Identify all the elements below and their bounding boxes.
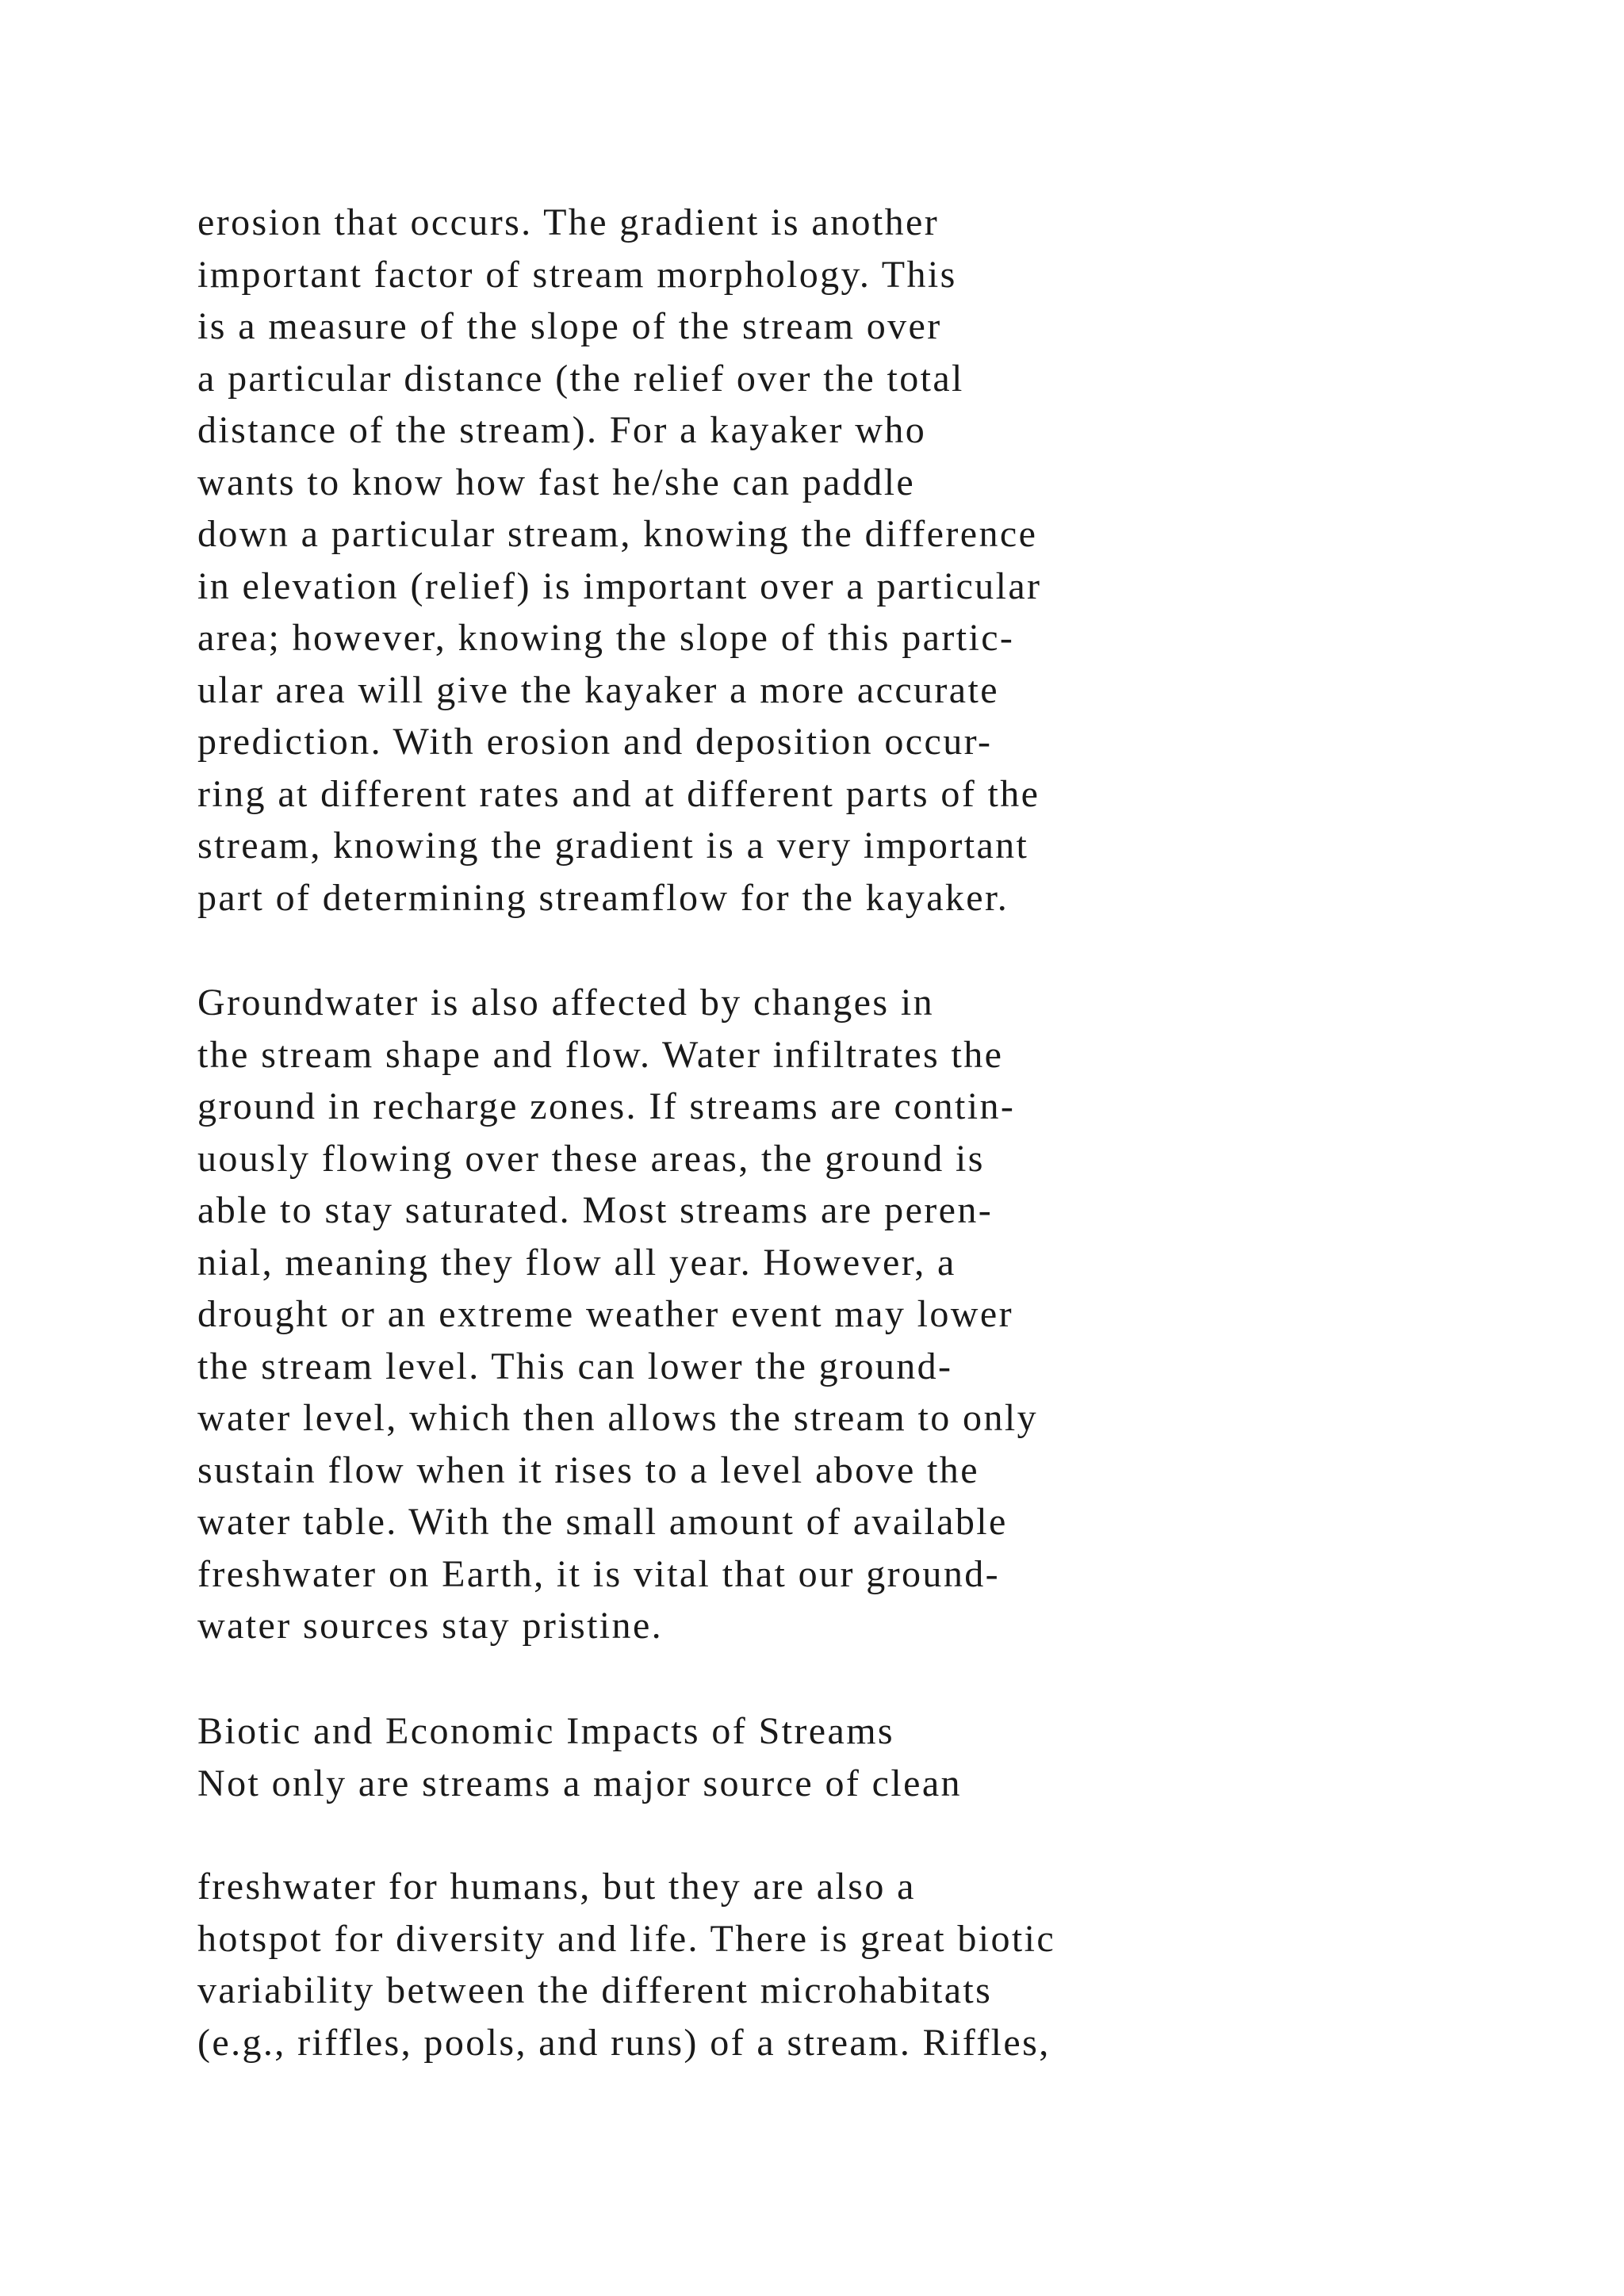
text-line: area; however, knowing the slope of this partic- <box>197 617 1015 659</box>
text-line: water level, which then allows the stream to only <box>197 1397 1038 1439</box>
text-line: hotspot for diversity and life. There is great biotic <box>197 1917 1056 1960</box>
text-line: stream, knowing the gradient is a very important <box>197 825 1029 867</box>
text-line: wants to know how fast he/she can paddle <box>197 461 916 503</box>
text-line: important factor of stream morphology. This <box>197 253 957 296</box>
text-line: able to stay saturated. Most streams are peren- <box>197 1189 994 1231</box>
text-line: freshwater on Earth, it is vital that our ground- <box>197 1552 1001 1595</box>
text-line: ular area will give the kayaker a more accurate <box>197 668 999 711</box>
text-line: the stream level. This can lower the ground- <box>197 1345 953 1387</box>
text-line: distance of the stream). For a kayaker who <box>197 409 927 451</box>
text-line: the stream shape and flow. Water infiltrates the <box>197 1033 1004 1076</box>
text-line: (e.g., riffles, pools, and runs) of a stream. Riffles, <box>197 2021 1051 2064</box>
text-line: Not only are streams a major source of clean <box>197 1762 962 1804</box>
text-line: down a particular stream, knowing the difference <box>197 513 1038 555</box>
paragraph-biotic-body <box>197 1861 1545 2068</box>
text-line: part of determining streamflow for the kayaker. <box>197 876 1009 919</box>
text-line: is a measure of the slope of the stream over <box>197 305 942 347</box>
text-line: nial, meaning they flow all year. However, a <box>197 1241 956 1284</box>
text-line: freshwater for humans, but they are also a <box>197 1866 916 1908</box>
text-line: ring at different rates and at different parts of the <box>197 772 1040 815</box>
paragraph-groundwater <box>197 977 1545 1652</box>
text-line: erosion that occurs. The gradient is another <box>197 201 940 243</box>
paragraph-biotic-heading <box>197 1705 1545 1809</box>
text-line: uously flowing over these areas, the ground is <box>197 1137 985 1180</box>
text-line: sustain flow when it rises to a level above the <box>197 1448 979 1491</box>
paragraph-gradient <box>197 197 1545 924</box>
text-line: prediction. With erosion and deposition occur- <box>197 721 993 763</box>
text-line: a particular distance (the relief over the total <box>197 357 964 400</box>
text-line: water sources stay pristine. <box>197 1605 664 1647</box>
text-line: variability between the different microhabitats <box>197 1969 993 2011</box>
section-heading: Biotic and Economic Impacts of Streams <box>197 1710 895 1752</box>
text-line: water table. With the small amount of available <box>197 1501 1008 1543</box>
text-line: Groundwater is also affected by changes in <box>197 982 934 1024</box>
text-line: in elevation (relief) is important over a particular <box>197 564 1042 607</box>
text-line: drought or an extreme weather event may lower <box>197 1293 1013 1335</box>
text-line: ground in recharge zones. If streams are contin- <box>197 1085 1016 1127</box>
